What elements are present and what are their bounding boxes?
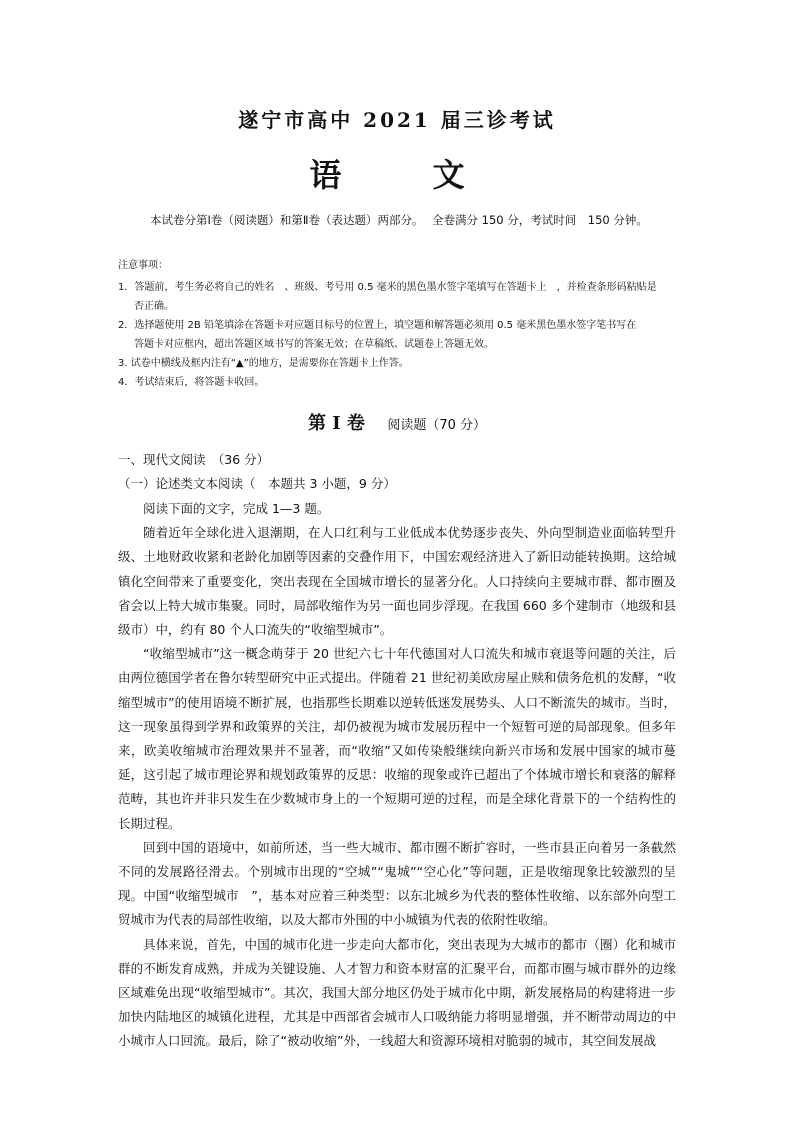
note-item: 否正确。 [134, 301, 174, 312]
exam-info-structure: 本试卷分第Ⅰ卷（阅读题）和第Ⅱ卷（表达题）两部分。 [150, 213, 424, 227]
notes-block [118, 256, 688, 392]
passage-paragraph: 具体来说，首先，中国的城市化进一步走向大都市化，突出表现为大城市的都市（圈）化和城市群的不断发育成熟，并成为关键设施、人才智力和资本财富的汇聚平台，而都市圈与城市群外的边缘区域难免出现“收缩型城市”。其次，我国大部分地区仍处于城市化中期，新发展格局的构建将进一步加快内陆地区的城镇化进程，尤其是中西部省会城市人口吸纳能力将明显增强，并不断带动周边的中小城市人口回流。最后，除了“被动收缩”外，一线超大和资源环境相对脆弱的城市，其空间发展战 [118, 936, 676, 1049]
part-label: 第 Ⅰ 卷 [307, 413, 365, 434]
passage-paragraph: 随着近年全球化进入退潮期，在人口红利与工业低成本优势逐步丧失、外向型制造业面临转型升级、土地财政收紧和老龄化加剧等因素的交叠作用下，中国宏观经济进入了新旧动能转换期。这给城镇化空间带来了重要变化，突出表现在全国城市增长的显著分化。人口持续向主要城市群、都市圈及省会以上特大城市集聚。同时，局部收缩作为另一面也同步浮现。在我国 660 多个建制市（地级和县级市）中，约有 80 个人口流失的“收缩型城市”。 [118, 525, 676, 638]
exam-info [150, 212, 690, 228]
exam-title: 遂宁市高中 2021 届三诊考试 [238, 108, 556, 132]
section-heading: 一、现代文阅读 （36 分） [118, 452, 270, 467]
passage-paragraph: “收缩型城市”这一概念萌芽于 20 世纪六七十年代德国对人口流失和城市衰退等问题的关注，后由两位德国学者在鲁尔转型研究中正式提出。伴随着 21 世纪初美欧房屋止赎和债务危机的发酵，“收缩型城市”的使用语境不断扩展，也指那些长期难以逆转低迷发展势头、人口不断流失的城市。当时，这一现象虽得到学界和政策界的关注，却仍被视为城市发展历程中一个短暂可逆的局部现象。但多年来，欧美收缩城市治理效果并不显著，而“收缩”又如传染般继续向新兴市场和发展中国家的城市蔓延，这引起了城市理论界和规划政策界的反思：收缩的现象或许已超出了个体城市增长和衰落的解释范畴，其也许并非只发生在少数城市身上的一个短期可逆的过程，而是全球化背景下的一个结构性的长期过程。 [118, 646, 676, 831]
note-item: 1．答题前，考生务必将自己的姓名 、班级、考号用 0.5 毫米的黑色墨水签字笔填写在答题卡上 ，并检查条形码粘贴是 [118, 282, 657, 293]
exam-info-score-time: 全卷满分 150 分，考试时间 150 分钟。 [432, 213, 648, 227]
subsection-heading: （一）论述类文本阅读（ 本题共 3 小题，9 分） [118, 476, 396, 491]
passage-paragraph: 回到中国的语境中，如前所述，当一些大城市、都市圈不断扩容时，一些市县正向着另一条截然不同的发展路径滑去。个别城市出现的“空城”“鬼城”“空心化”等问题，正是收缩现象比较激烈的呈现。中国“收缩型城市 ”，基本对应着三种类型：以东北城乡为代表的整体性收缩、以东部外向型工贸城市为代表的局部性收缩，以及大都市外围的中小城镇为代表的依附性收缩。 [118, 839, 676, 928]
passage-instruction: 阅读下面的文字，完成 1—3 题。 [143, 501, 330, 516]
note-item: 答题卡对应框内，超出答题区域书写的答案无效；在草稿纸、试题卷上答题无效。 [134, 339, 494, 350]
reading-passage [118, 497, 676, 1054]
subject-title: 语 文 [309, 156, 505, 194]
notes-heading: 注意事项： [118, 260, 168, 271]
note-item: 3. 试卷中横线及框内注有“▲”的地方，是需要你在答题卡上作答。 [118, 358, 409, 369]
part-subtitle: 阅读题（70 分） [387, 418, 487, 433]
note-item: 2．选择题使用 2B 铅笔填涂在答题卡对应题目标号的位置上，填空题和解答题必须用 0.5 毫米黑色墨水签字笔书写在 [118, 320, 637, 331]
part-heading [0, 409, 794, 435]
note-item: 4．考试结束后，将答题卡收回。 [118, 377, 265, 388]
